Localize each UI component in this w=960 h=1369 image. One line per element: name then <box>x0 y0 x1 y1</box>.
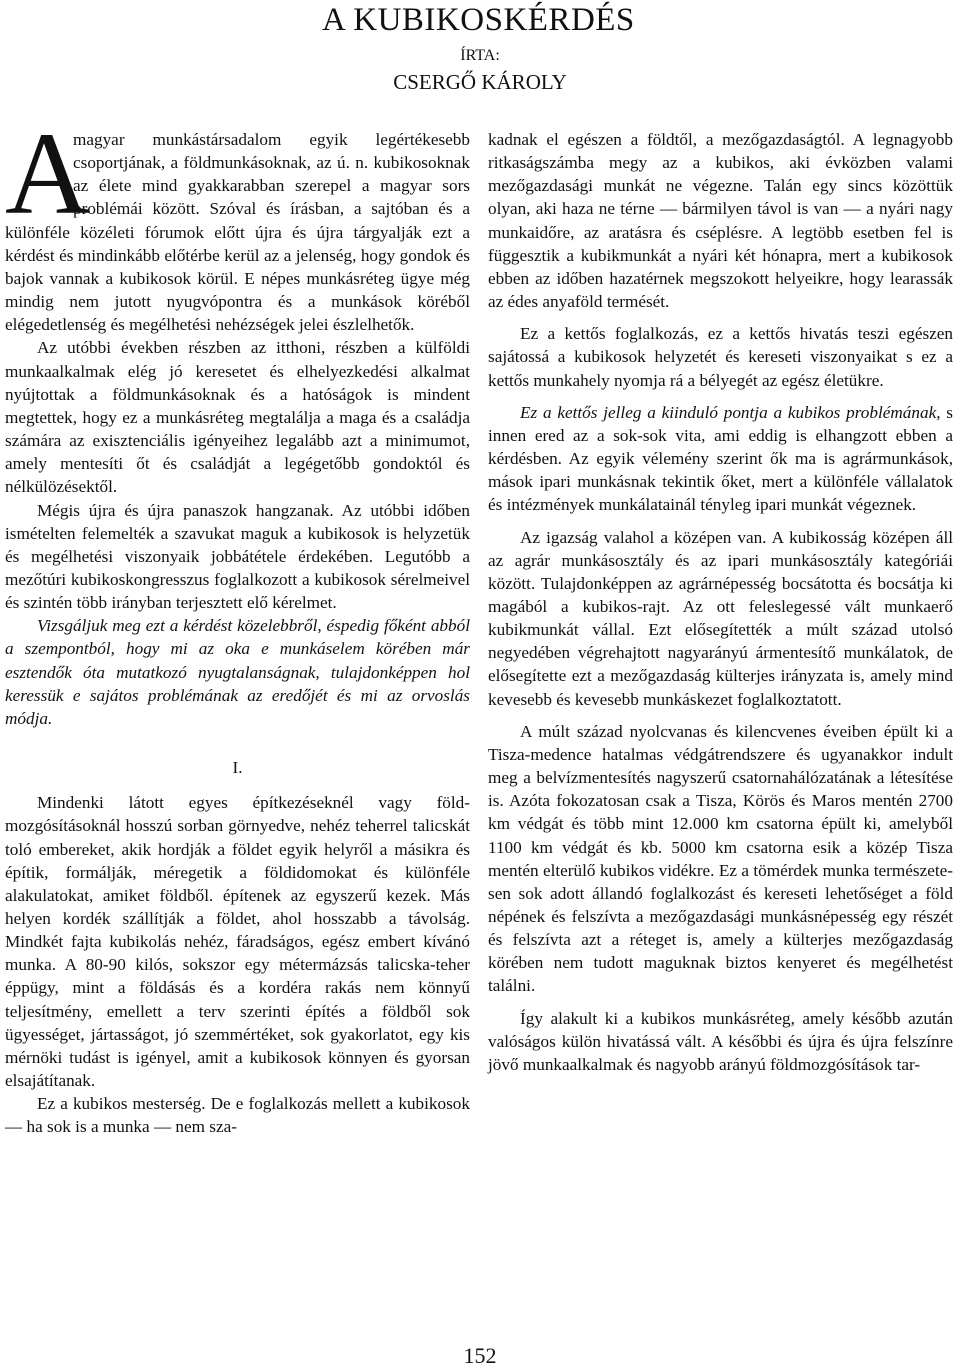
paragraph-text: s innen ered az a sok-sok vita, ami eddig is elhangzott ebben a kérdésben. Az egyik vélemény szerint ők ma is agrármunkások, mások ipari munkásnak tekintik őket, mert a különféle vállalatok és intézmények munkálatainál tényleg ipari munkát végeznek. <box>488 402 953 515</box>
drop-cap: A <box>5 108 91 239</box>
article-title: A KUBIKOSKÉRDÉS <box>322 2 635 38</box>
paragraph: kadnak el egészen a földtől, a mezőgazdaságtól. A legnagyobb ritkaságszámba megy az a kubikos, aki évközben valami mezőgazdasági munkát ne végezne. Talán egy sincs közöttük olyan, aki haza ne térne — bármilyen távol is van — a nyári nagy munkaidőre, az aratásra és cséplésre. A legtöbb esetben fel is függesztik a kubikmunkát a nyári két hónapra, mert a kubikosok ebben az időben hazatérnek megszokott helyeikre, hogy learassák az édes anyaföld termését. <box>488 130 953 312</box>
intro-paragraph-text: magyar munkástársadalom egyik legértékesebb csoportjának, a földmunkásoknak, az ú. n. kubikosoknak az élete mind gyakkarabban szerepel a magyar sors problémái között. Szóval és írásban, a sajtóban és a különféle közéleti fórumok előtt újra és újra tárgyalják ezt a kérdést és mindinkább előtérbe kerül az a jelenség, hogy gondok és bajok vannak a kubikosok körül. E népes munkásréteg ügye még mindig nem jutott nyugvópontra és a munkások köréből elégedetlenség és megélhetési nehézségek jelei észlelhetők. <box>5 130 470 335</box>
italic-text: Ez a kettős jelleg a kiinduló pontja a kubikos problémának, <box>520 402 941 422</box>
paragraph: Mindenki látott egyes építkezéseknél vagy földmozgósításoknál hosszú sorban görnyedve, nehéz teherrel talicskát toló embereket, akik hordják a földet egyik helyről a másikra és építik, formálják, méregetik a földidomokat és különféle alakulatokat, amiket földből. építenek az egyszerű kezek. Más helyen kordék szállítják a földet, ahol hosszabb a távolság. Mindkét fajta kubikolás nehéz, fáradságos, egész embert kívánó munka. A 80-90 kilós, sokszor egy métermázsás talicska-teher éppügy, mint a földásás és a kordéra rakás nem könnyű teljesítmény, emellett a terv szerinti építés a földből sok ügyességet, jártasságot, jó szemmértéket, sok gyakorlatot, egy kis mérnöki tudást is igényel, amit a kubikosok könnyen és gyorsan elsajátítanak. <box>5 793 470 1091</box>
paragraph: Az igazság valahol a középen van. A kubikosság középen áll az agrár munkásosztály és az ipari munkásosztály kategóriái között. Tulajdonképpen az agrárnépesség bocsátotta és bocsátja ki magából a kubikos-rajt. Az ott feleslegessé vált munkaerő kubikmunkát vállal. Ezt elősegítették a múlt század utolsó negyedében végrehajtott nagyarányú ármentesítő munkálatok, de elősegítette ezt a mezőgazdaság külterjes irányzata is, amely mind kevesebb és kevesebb munkáskezet foglalkoztatott. <box>488 527 953 709</box>
paragraph: Ez a kubikos mesterség. De e foglalkozás mellett a kubikosok — ha sok is a munka — nem sza- <box>5 1094 470 1137</box>
paragraph <box>488 401 953 517</box>
page-number: 152 <box>463 1343 497 1368</box>
italic-paragraph <box>5 614 470 730</box>
byline-label: ÍRTA: <box>460 47 500 64</box>
paragraph: Így alakult ki a kubikos munkásréteg, amely később azután valóságos külön hivatássá vált. A későbbi és újra és újra felszínre jövő munkaalkalmak és nagyobb arányú földmozgósítások tar- <box>488 1008 953 1074</box>
paragraph: Mégis újra és újra panaszok hangzanak. Az utóbbi időben ismételten felemelték a szavukat maguk a kubikosok is helyzetük és megélhetési viszonyaik jobbátétele érdekében. Legutóbb a mezőtúri kubikoskongresszus foglalkozott a kubikosok sérelmeivel és szintén több irányban terjesztett elő kérelmet. <box>5 500 470 613</box>
left-column <box>5 108 470 1139</box>
author-name: CSERGŐ KÁROLY <box>393 70 567 94</box>
right-column <box>488 128 953 1076</box>
paragraph: A múlt század nyolcvanas és kilencvenes éveiben épült ki a Tisza-medence hatalmas védgátrendszere és ugyanakkor indult meg a belvízmentesítés nagyszerű csatornahálózatának a létesítése is. Azóta fokozatosan csak a Tisza, Körös és Maros mentén 2700 km védgát és több mint 12.000 km csatorna épült ki, amelyből 1100 km védgát és kb. 5000 km csatorna esik a közép Tisza mentén elterülő kubikos vidékre. Ez a tömérdek munka természetesen sok adott állandó foglalkozást és kereseti lehetőséget a föld népének és felszívta a mezőgazdasági munkásnépesség egy részét és felszívta azt a réteget is, amely a külterjes mezőgazdaság körében nem tudott maguknak biztos kenyeret és megélhetést találni. <box>488 721 953 996</box>
italic-text: Vizsgáljuk meg ezt a kérdést közelebbről, éspedig főként abból a szempontból, hogy mi az oka e munkáselem körében már esztendők óta mutatkozó nyugtalanságnak, tulajdonképpen hol keressük e sajátos problémának az eredőjét és mi az orvoslás módja. <box>5 616 470 728</box>
paragraph: Ez a kettős foglalkozás, ez a kettős hivatás teszi egészen sajátossá a kubikosok helyzetét és kereseti viszonyaikat s ez a kettős munkahely nyomja rá a bélyegét az egész életükre. <box>488 324 953 390</box>
section-heading: I. <box>232 758 243 778</box>
intro-paragraph <box>5 108 470 336</box>
paragraph: Az utóbbi években részben az itthoni, részben a külföldi munkaalkalmak elég jó keresetet és elhelyezkedési alkalmat nyújtottak a földmunkásoknak és a hatóságok is mindent megtettek, hogy ez a munkásréteg megtalálja a maga és a családja számára az exisztenciális igényeihez legalább azt a minimumot, amely mentesíti őt és családját a legégetőbb gondoktól és nélkülözésektől. <box>5 338 470 497</box>
